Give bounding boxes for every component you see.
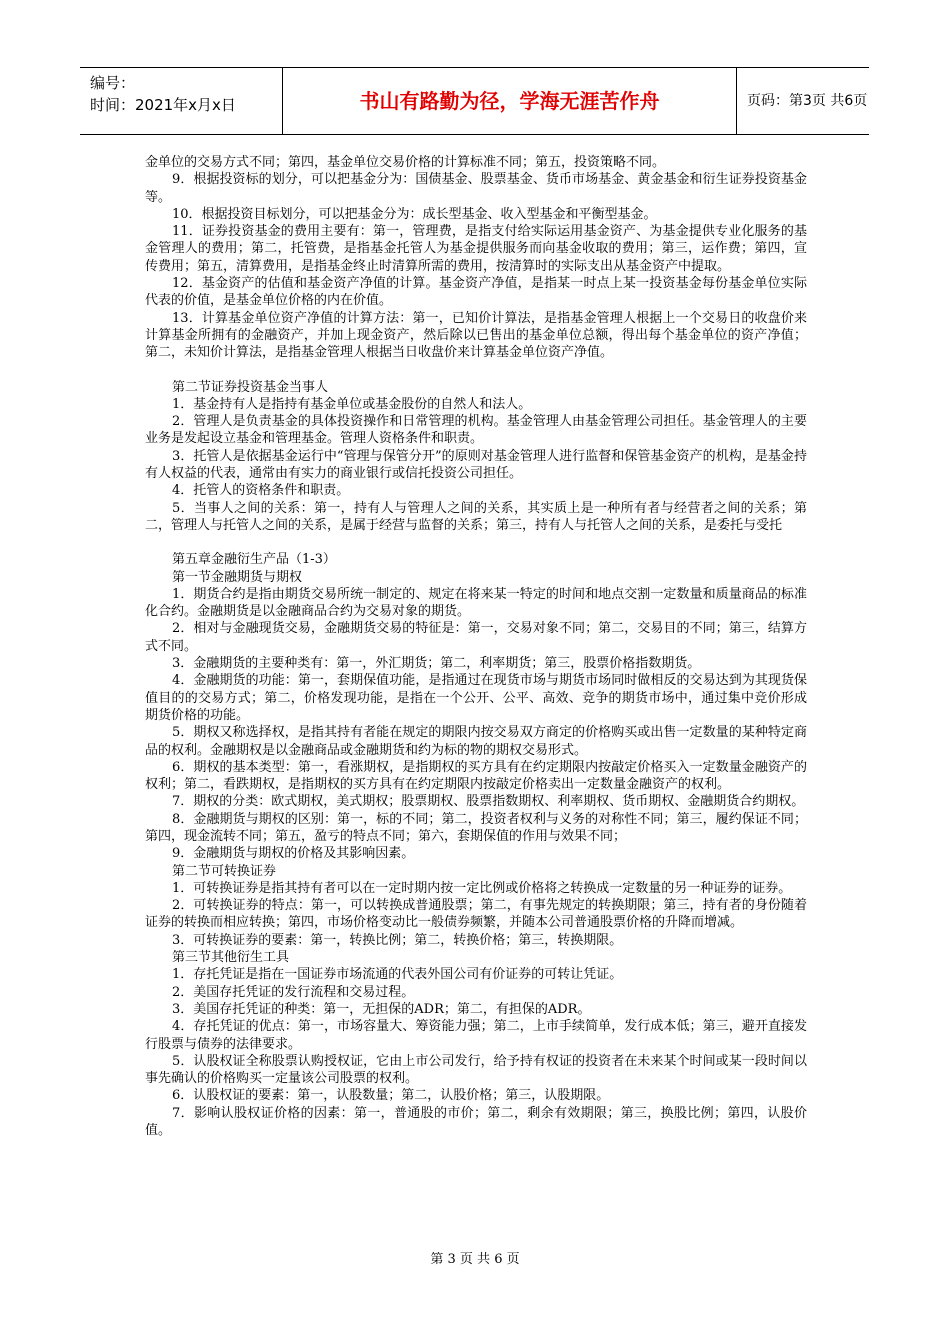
paragraph: 13．计算基金单位资产净值的计算方法：第一，已知价计算法，是指基金管理人根据上一个交易日的收盘价来计算基金所拥有的金融资产，并加上现金资产，然后除以已售出的基金单位总额，得出每个基金单位的资产净值；第二，未知价计算法，是指基金管理人根据当日收盘价来计算基金单位资产净值。 [145, 310, 807, 361]
paragraph: 1．基金持有人是指持有基金单位或基金股份的自然人和法人。 [172, 396, 532, 412]
paragraph: 4．存托凭证的优点：第一，市场容量大、筹资能力强；第二，上市手续简单，发行成本低；第三，避开直接发行股票与债券的法律要求。 [145, 1019, 807, 1052]
paragraph: 2．美国存托凭证的发行流程和交易过程。 [172, 984, 415, 1000]
section-heading: 第三节其他衍生工具 [172, 950, 290, 966]
paragraph: 2．相对与金融现货交易，金融期货交易的特征是：第一，交易对象不同；第二，交易目的不同；第三，结算方式不同。 [145, 621, 807, 654]
paragraph: 3．金融期货的主要种类有：第一，外汇期货；第二，利率期货；第三，股票价格指数期货。 [172, 656, 701, 672]
paragraph: 5．期权又称选择权，是指其持有者能在规定的期限内按交易双方商定的价格购买或出售一定数量的某种特定商品的权利。金融期权是以金融商品或金融期货和约为标的物的期权交易形式。 [145, 725, 807, 758]
paragraph: 11．证券投资基金的费用主要有：第一，管理费，是指支付给实际运用基金资产、为基金提供专业化服务的基金管理人的费用；第二，托管费，是指基金托管人为基金提供服务而向基金收取的费用；第三，运作费；第四，宣传费用；第五，清算费用，是指基金终止时清算所需的费用，按清算时的实际支出从基金资产中提取。 [145, 224, 807, 274]
paragraph: 1．存托凭证是指在一国证券市场流通的代表外国公司有价证券的可转让凭证。 [172, 967, 623, 983]
header-motto: 书山有路勤为径，学海无涯苦作舟 [282, 68, 737, 134]
paragraph: 5．认股权证全称股票认购授权证，它由上市公司发行，给予持有权证的投资者在未来某个时间或某一段时间以事先确认的价格购买一定量该公司股票的权利。 [145, 1053, 807, 1087]
section-heading: 第二节证券投资基金当事人 [172, 379, 329, 395]
paragraph: 金单位的交易方式不同；第四，基金单位交易价格的计算标准不同；第五，投资策略不同。 [145, 155, 666, 170]
paragraph: 3．可转换证券的要素：第一，转换比例；第二，转换价格；第三，转换期限。 [172, 932, 623, 948]
paragraph: 4．金融期货的功能：第一，套期保值功能，是指通过在现货市场与期货市场同时做相反的交易达到为其现货保值目的的交易方式；第二，价格发现功能，是指在一个公开、公平、高效、竞争的期货市场中，通过集中竞价形成期货价格的功能。 [145, 673, 807, 723]
paragraph: 1．期货合约是指由期货交易所统一制定的、规定在将来某一特定的时间和地点交割一定数量和质量商品的标准化合约。金融期货是以金融商品合约为交易对象的期货。 [145, 586, 807, 620]
paragraph: 3．美国存托凭证的种类：第一，无担保的ADR；第二，有担保的ADR。 [172, 1001, 591, 1017]
paragraph: 9．根据投资标的划分，可以把基金分为：国债基金、股票基金、货币市场基金、黄金基金和衍生证券投资基金等。 [145, 172, 807, 205]
paragraph: 2．管理人是负责基金的具体投资操作和日常管理的机构。基金管理人由基金管理公司担任。基金管理人的主要业务是发起设立基金和管理基金。管理人资格条件和职责。 [145, 414, 807, 447]
paragraph: 5．当事人之间的关系：第一，持有人与管理人之间的关系，其实质上是一种所有者与经营者之间的关系；第二，管理人与托管人之间的关系，是属于经营与监督的关系；第三，持有人与托管人之间的关系，是委托与受托 [145, 500, 807, 533]
chapter-heading: 第五章金融衍生产品（1-3） [172, 552, 336, 568]
section-heading: 第二节可转换证券 [172, 863, 277, 879]
paragraph: 6．期权的基本类型：第一，看涨期权，是指期权的买方具有在约定期限内按敲定价格买入一定数量金融资产的权利；第二，看跌期权，是指期权的买方具有在约定期限内按敲定价格卖出一定数量金融资产的权利。 [145, 759, 807, 793]
paragraph: 1．可转换证券是指其持有者可以在一定时期内按一定比例或价格将之转换成一定数量的另一种证券的证券。 [172, 880, 792, 896]
header-page-info: 页码：第3页 共6页 [747, 93, 868, 109]
paragraph: 7．期权的分类：欧式期权，美式期权；股票期权、股票指数期权、利率期权、货币期权、金融期货合约期权。 [172, 794, 805, 810]
paragraph: 12．基金资产的估值和基金资产净值的计算。基金资产净值，是指某一时点上某一投资基金每份基金单位实际代表的价值，是基金单位价格的内在价值。 [145, 276, 807, 309]
page-header [80, 67, 869, 135]
paragraph: 6．认股权证的要素：第一，认股数量；第二，认股价格；第三，认股期限。 [172, 1088, 610, 1104]
paragraph: 2．可转换证券的特点：第一，可以转换成普通股票；第二，有事先规定的转换期限；第三，持有者的身份随着证券的转换而相应转换；第四，市场价格变动比一般债券频繁，并随本公司普通股票价格的升降而增减。 [145, 898, 807, 931]
paragraph: 10．根据投资目标划分，可以把基金分为：成长型基金、收入型基金和平衡型基金。 [172, 206, 657, 222]
page-footer: 第 3 页 共 6 页 [430, 1252, 520, 1267]
document-body [145, 154, 807, 1139]
paragraph: 3．托管人是依据基金运行中“管理与保管分开”的原则对基金管理人进行监督和保管基金资产的机构，是基金持有人权益的代表，通常由有实力的商业银行或信托投资公司担任。 [145, 448, 807, 482]
section-heading: 第一节金融期货与期权 [172, 569, 303, 585]
paragraph: 8．金融期货与期权的区别：第一，标的不同；第二，投资者权利与义务的对称性不同；第三，履约保证不同；第四，现金流转不同；第五，盈亏的特点不同；第六，套期保值的作用与效果不同； [145, 811, 807, 844]
paragraph: 4．托管人的资格条件和职责。 [172, 483, 350, 499]
header-meta [80, 68, 282, 134]
document-time-label: 时间：2021年x月x日 [90, 96, 236, 114]
paragraph: 9．金融期货与期权的价格及其影响因素。 [172, 846, 415, 862]
document-number-label: 编号： [90, 74, 136, 92]
paragraph: 7．影响认股权证价格的因素：第一，普通股的市价；第二，剩余有效期限；第三，换股比例；第四，认股价值。 [145, 1105, 807, 1139]
